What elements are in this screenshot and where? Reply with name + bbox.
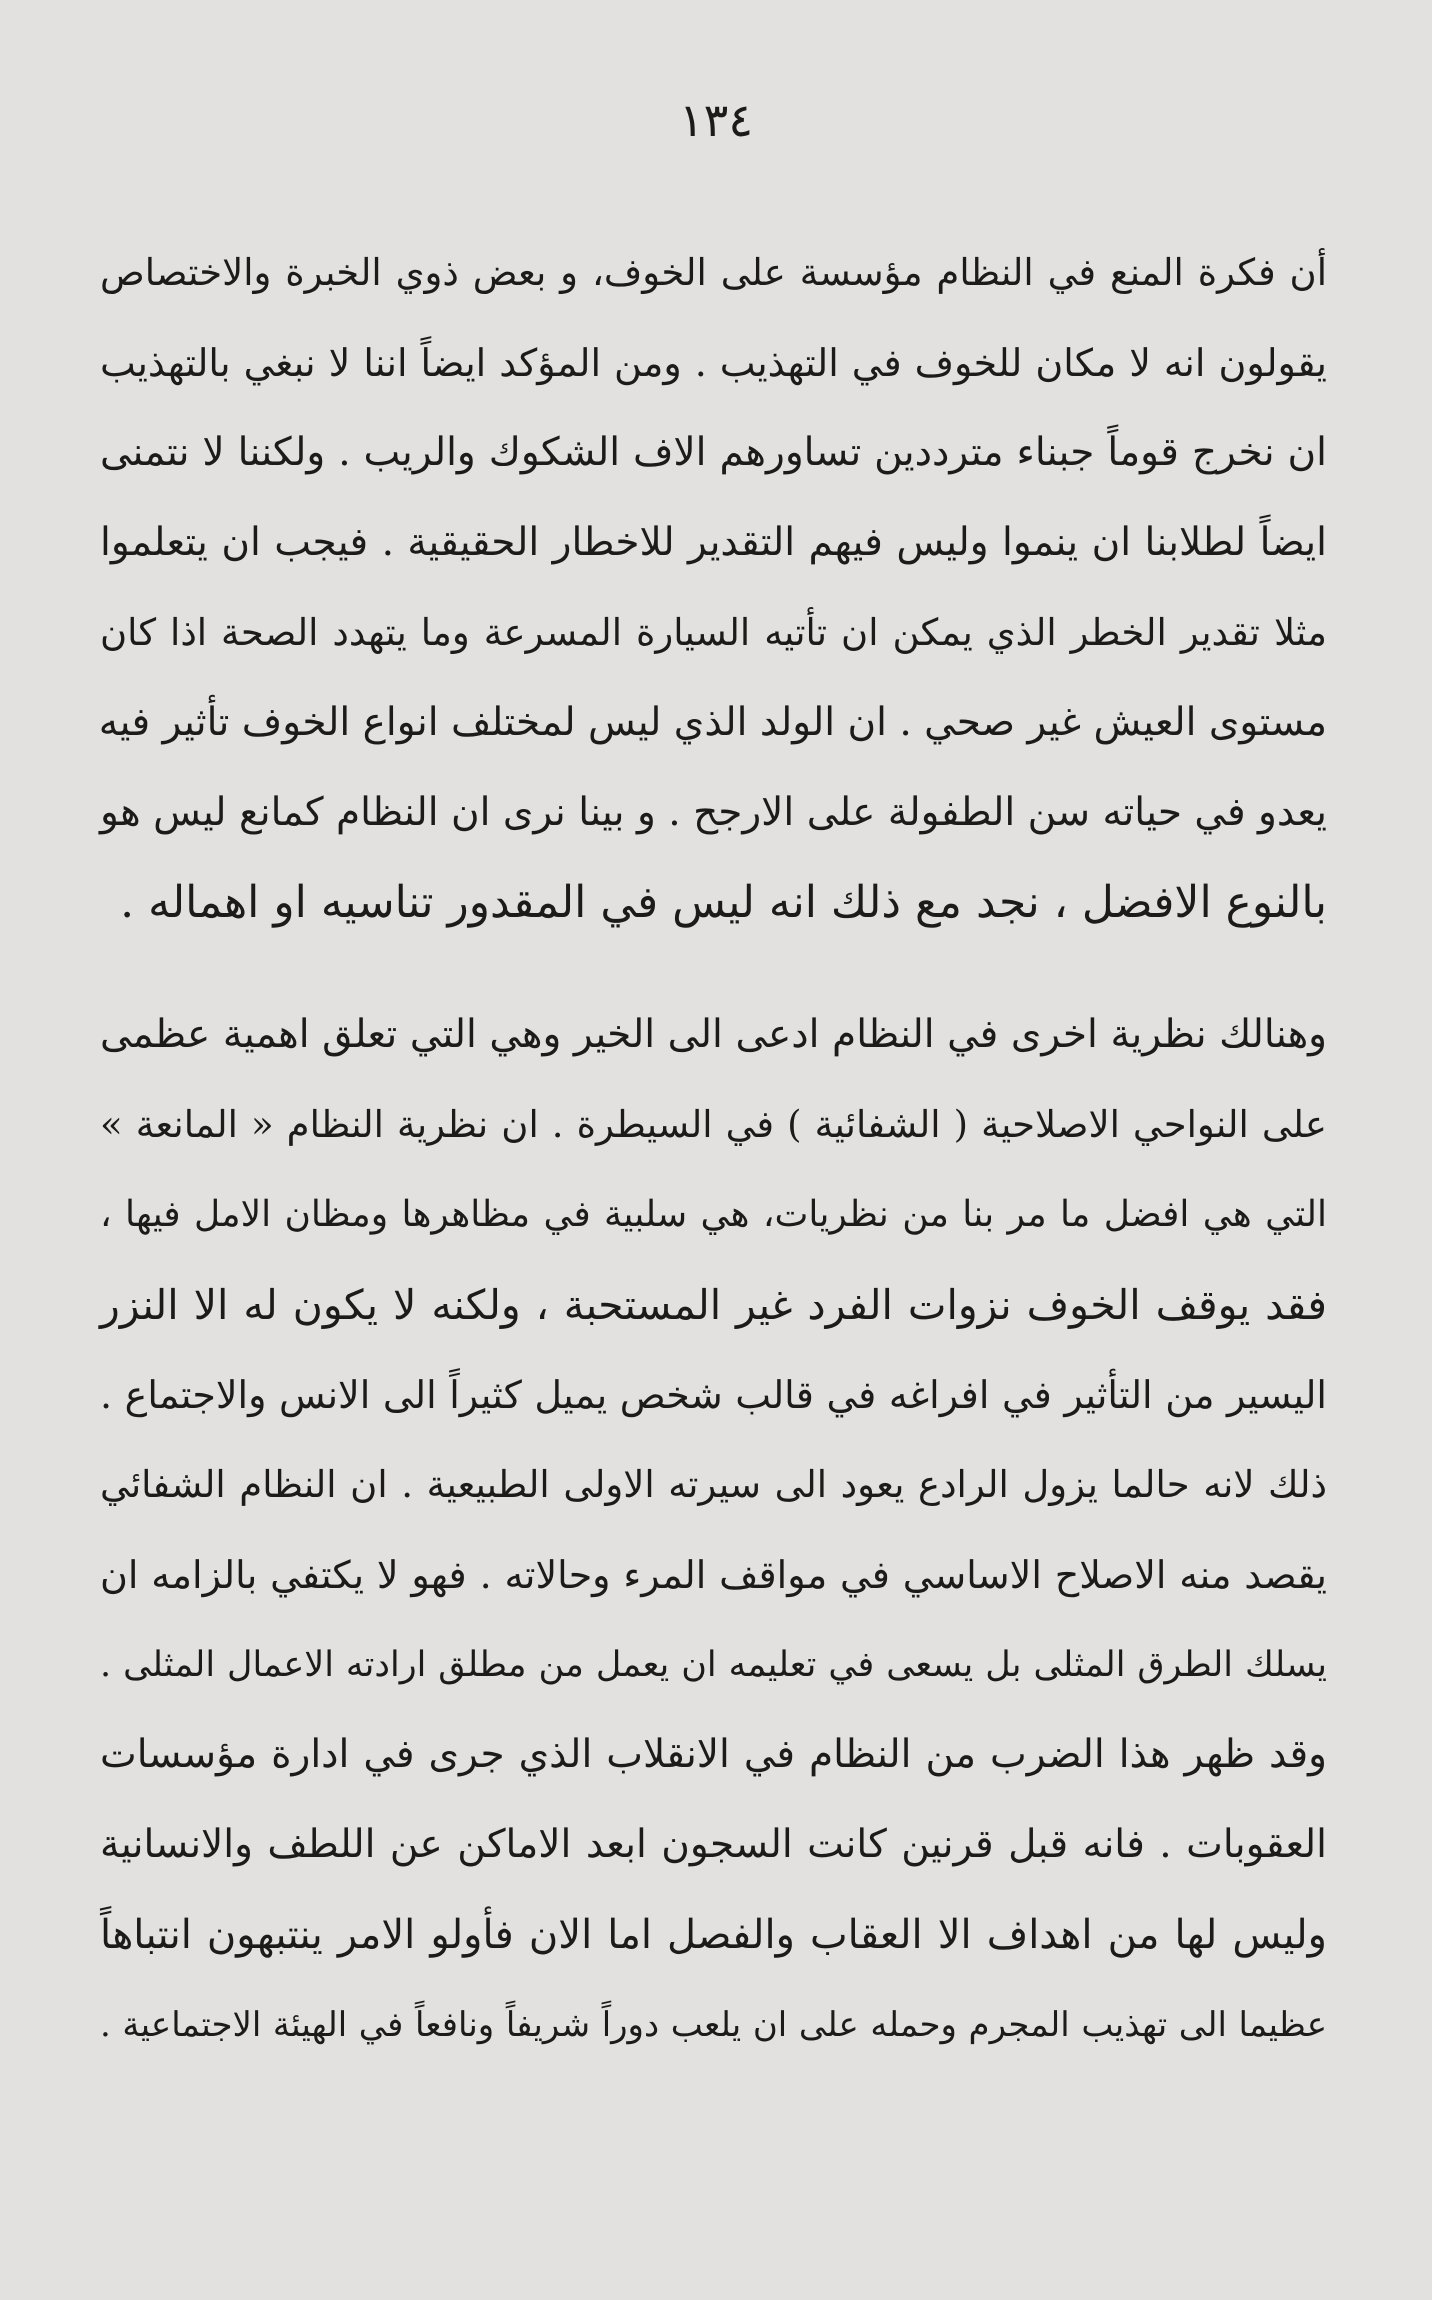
text-line: ايضاً لطلابنا ان ينموا وليس فيهم التقدير للاخطار الحقيقية . فيجب ان يتعلموا [100, 520, 1327, 565]
text-line: بالنوع الافضل ، نجد مع ذلك انه ليس في المقدور تناسيه او اهماله . [120, 877, 1327, 928]
text-line: وهنالك نظرية اخرى في النظام ادعى الى الخير وهي التي تعلق اهمية عظمى [100, 1012, 1327, 1057]
text-line: يعدو في حياته سن الطفولة على الارجح . و بينا نرى ان النظام كمانع ليس هو [100, 790, 1327, 835]
body-text [100, 228, 1327, 2070]
text-line: يقولون انه لا مكان للخوف في التهذيب . ومن المؤكد ايضاً اننا لا نبغي بالتهذيب [100, 341, 1327, 385]
text-line: ان نخرج قوماً جبناء مترددين تساورهم الاف الشكوك والريب . ولكننا لا نتمنى [100, 430, 1327, 475]
text-line: على النواحي الاصلاحية ( الشفائية ) في السيطرة . ان نظرية النظام « المانعة » [100, 1103, 1327, 1146]
paragraph-2 [100, 990, 1327, 2070]
text-line: وليس لها من اهداف الا العقاب والفصل اما الان فأولو الامر ينتبهون انتباهاً [100, 1912, 1327, 1958]
text-line: مثلا تقدير الخطر الذي يمكن ان تأتيه السيارة المسرعة وما يتهدد الصحة اذا كان [100, 611, 1327, 654]
text-line: فقد يوقف الخوف نزوات الفرد غير المستحبة ، ولكنه لا يكون له الا النزر [100, 1281, 1327, 1329]
text-line: مستوى العيش غير صحي . ان الولد الذي ليس لمختلف انواع الخوف تأثير فيه [98, 700, 1327, 745]
paragraph-1 [100, 228, 1327, 948]
text-line: التي هي افضل ما مر بنا من نظريات، هي سلبية في مظاهرها ومظان الامل فيها ، [100, 1194, 1327, 1235]
text-line: اليسير من التأثير في افراغه في قالب شخص يميل كثيراً الى الانس والاجتماع . [100, 1373, 1327, 1417]
page-number: ١٣٤ [678, 93, 754, 147]
text-line: أن فكرة المنع في النظام مؤسسة على الخوف، و بعض ذوي الخبرة والاختصاص [100, 251, 1327, 294]
text-line: يقصد منه الاصلاح الاساسي في مواقف المرء وحالاته . فهو لا يكتفي بالزامه ان [100, 1553, 1327, 1597]
paragraph-gap [100, 948, 1327, 990]
text-line: عظيما الى تهذيب المجرم وحمله على ان يلعب دوراً شريفاً ونافعاً في الهيئة الاجتماعية . [100, 2005, 1327, 2045]
text-line: يسلك الطرق المثلى بل يسعى في تعليمه ان يعمل من مطلق ارادته الاعمال المثلى . [100, 1645, 1327, 1685]
text-line: ذلك لانه حالما يزول الرادع يعود الى سيرته الاولى الطبيعية . ان النظام الشفائي [100, 1463, 1327, 1506]
text-line: العقوبات . فانه قبل قرنين كانت السجون ابعد الاماكن عن اللطف والانسانية [100, 1822, 1327, 1867]
text-line: وقد ظهر هذا الضرب من النظام في الانقلاب الذي جرى في ادارة مؤسسات [100, 1732, 1327, 1777]
